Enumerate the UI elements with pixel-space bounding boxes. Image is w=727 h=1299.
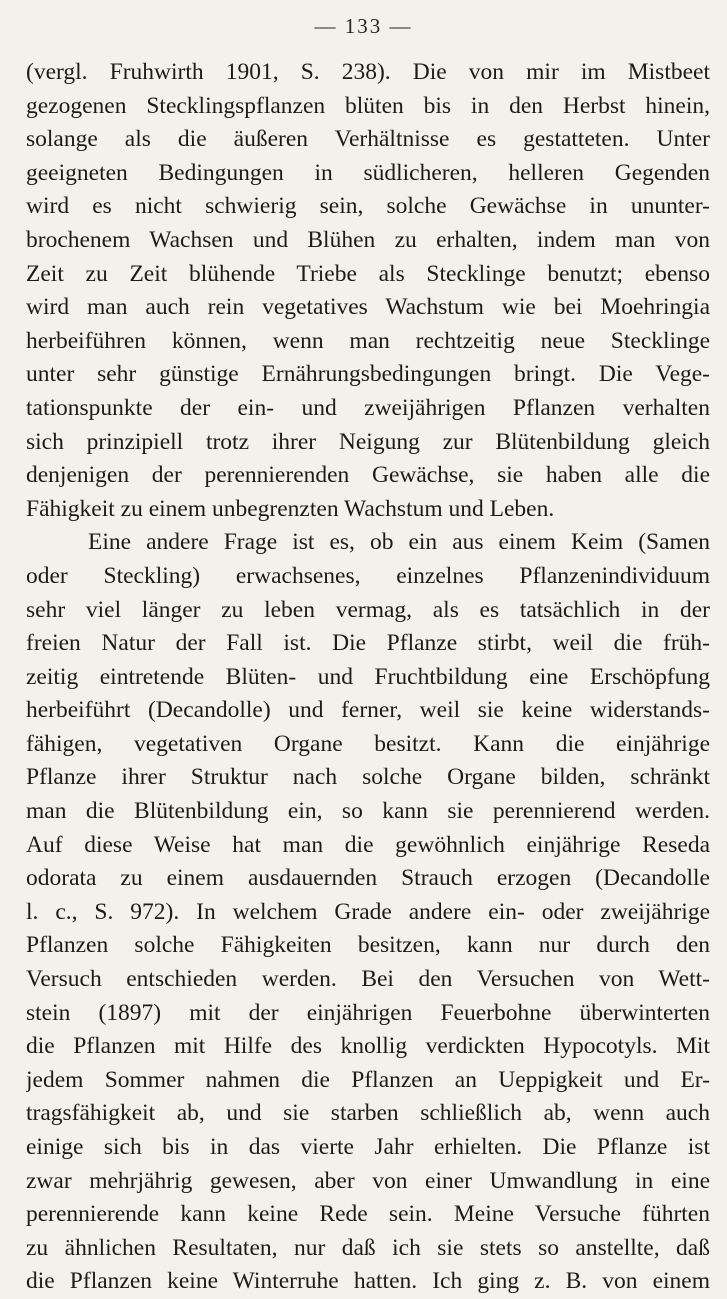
text-line: zeitig eintretende Blüten- und Fruchtbildung eine Erschöpfung [26, 663, 710, 690]
text-line: gezogenen Stecklingspflanzen blüten bis in den Herbst hinein, [26, 92, 710, 119]
text-line: perennierende kann keine Rede sein. Meine Versuche führten [26, 1201, 710, 1228]
text-line: tragsfähigkeit ab, und sie starben schließlich ab, wenn auch [26, 1100, 710, 1127]
text-line: solange als die äußeren Verhältnisse es gestatteten. Unter [26, 126, 710, 153]
page-number: — 133 — [314, 14, 413, 38]
paragraph-end-line: Fähigkeit zu einem unbegrenzten Wachstum und Leben. [26, 495, 555, 522]
text-line: l. c., S. 972). In welchem Grade andere ein- oder zweijährige [26, 898, 710, 925]
text-line: brochenem Wachsen und Blühen zu erhalten, indem man von [26, 226, 710, 253]
text-line: stein (1897) mit der einjährigen Feuerbohne überwinterten [26, 999, 710, 1026]
text-line: denjenigen der perennierenden Gewächse, sie haben alle die [26, 462, 710, 489]
text-line: zwar mehrjährig gewesen, aber von einer Umwandlung in eine [26, 1167, 710, 1194]
text-line: Zeit zu Zeit blühende Triebe als Stecklinge benutzt; ebenso [26, 260, 710, 287]
text-line: oder Steckling) erwachsenes, einzelnes Pflanzenindividuum [26, 562, 710, 589]
text-line: Versuch entschieden werden. Bei den Versuchen von Wett- [26, 966, 710, 993]
text-line: unter sehr günstige Ernährungsbedingungen bringt. Die Vege- [26, 361, 710, 388]
text-line: einige sich bis in das vierte Jahr erhielten. Die Pflanze ist [26, 1134, 710, 1160]
text-line: freien Natur der Fall ist. Die Pflanze stirbt, weil die früh- [26, 630, 710, 657]
text-line: die Pflanzen mit Hilfe des knollig verdickten Hypocotyls. Mit [26, 1033, 710, 1060]
text-line: odorata zu einem ausdauernden Strauch erzogen (Decandolle [26, 865, 710, 892]
text-line: (vergl. Fruhwirth 1901, S. 238). Die von mir im Mistbeet [26, 59, 710, 85]
text-line: die Pflanzen keine Winterruhe hatten. Ich ging z. B. von einem [26, 1268, 710, 1295]
text-line: Auf diese Weise hat man die gewöhnlich einjährige Reseda [26, 831, 710, 858]
text-line: herbeiführen können, wenn man rechtzeitig neue Stecklinge [26, 327, 710, 354]
text-line: Pflanze ihrer Struktur nach solche Organe bilden, schränkt [26, 764, 710, 791]
text-line: jedem Sommer nahmen die Pflanzen an Ueppigkeit und Er- [26, 1066, 710, 1093]
text-line: geeigneten Bedingungen in südlicheren, helleren Gegenden [26, 159, 710, 186]
text-line: wird man auch rein vegetatives Wachstum wie bei Moehringia [26, 294, 710, 321]
text-line: wird es nicht schwierig sein, solche Gewächse in ununter- [26, 193, 710, 220]
text-line: fähigen, vegetativen Organe besitzt. Kann die einjährige [26, 730, 710, 757]
body-text [26, 56, 710, 1299]
text-line: man die Blütenbildung ein, so kann sie perennierend werden. [26, 798, 710, 825]
text-line: tationspunkte der ein- und zweijährigen Pflanzen verhalten [26, 394, 710, 421]
text-line: Pflanzen solche Fähigkeiten besitzen, kann nur durch den [26, 932, 710, 959]
paragraph-start-line: Eine andere Frage ist es, ob ein aus einem Keim (Samen [88, 529, 710, 556]
text-line: herbeiführt (Decandolle) und ferner, weil sie keine widerstands- [26, 697, 710, 724]
text-line: sich prinzipiell trotz ihrer Neigung zur Blütenbildung gleich [26, 428, 710, 455]
text-line: zu ähnlichen Resultaten, nur daß ich sie stets so anstellte, daß [26, 1234, 710, 1261]
text-line: sehr viel länger zu leben vermag, als es tatsächlich in der [26, 596, 710, 623]
